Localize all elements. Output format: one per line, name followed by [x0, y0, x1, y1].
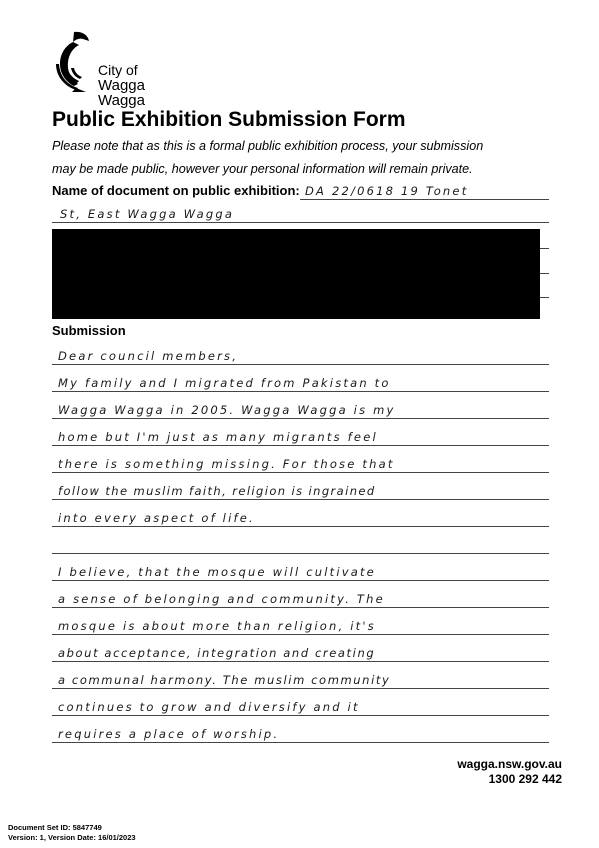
- submission-text-line[interactable]: home but I'm just as many migrants feel: [58, 430, 378, 444]
- submission-text-line[interactable]: mosque is about more than religion, it's: [58, 619, 376, 633]
- submission-line: [52, 634, 549, 635]
- submission-line: [52, 472, 549, 473]
- submission-line: [52, 661, 549, 662]
- submission-line: [52, 607, 549, 608]
- form-title: Public Exhibition Submission Form: [52, 108, 406, 131]
- submission-text-line[interactable]: Dear council members,: [58, 349, 239, 363]
- privacy-notice-line-1: Please note that as this is a formal public exhibition process, your submission: [52, 139, 484, 153]
- privacy-notice-line-2: may be made public, however your personal information will remain private.: [52, 162, 473, 176]
- version-info: Version: 1, Version Date: 16/01/2023: [8, 833, 136, 842]
- submission-text-line[interactable]: My family and I migrated from Pakistan to: [58, 376, 391, 390]
- document-name-value[interactable]: St, East Wagga Wagga: [60, 207, 235, 221]
- submission-line: [52, 364, 549, 365]
- council-logo: [52, 30, 172, 109]
- submission-text-line[interactable]: continues to grow and diversify and it: [58, 700, 360, 714]
- submission-line: [52, 526, 549, 527]
- submission-text-line[interactable]: there is something missing. For those that: [58, 457, 395, 471]
- submission-text-line[interactable]: into every aspect of life.: [58, 511, 255, 525]
- submission-line: [52, 688, 549, 689]
- submission-heading: Submission: [52, 323, 126, 338]
- crow-emblem-icon: [52, 30, 94, 92]
- submission-line: [52, 553, 549, 554]
- submission-text-line[interactable]: requires a place of worship.: [58, 727, 280, 741]
- submission-line: [52, 445, 549, 446]
- submission-text-line[interactable]: follow the muslim faith, religion is ingrained: [58, 484, 376, 498]
- logo-wagga-wagga: Wagga Wagga: [98, 77, 145, 109]
- submission-text-line[interactable]: a sense of belonging and community. The: [58, 592, 385, 606]
- document-name-value[interactable]: DA 22/0618 19 Tonet: [305, 184, 469, 198]
- document-name-line: [52, 222, 549, 223]
- council-phone: 1300 292 442: [488, 772, 562, 786]
- submission-line: [52, 742, 549, 743]
- submission-line: [52, 499, 549, 500]
- submission-line: [52, 418, 549, 419]
- submission-text-line[interactable]: Wagga Wagga in 2005. Wagga Wagga is my: [58, 403, 396, 417]
- submission-line: [52, 715, 549, 716]
- document-set-id: Document Set ID: 5847749: [8, 823, 102, 832]
- redacted-personal-details: [52, 229, 540, 319]
- submission-line: [52, 391, 549, 392]
- submission-text-line[interactable]: a communal harmony. The muslim community: [58, 673, 391, 687]
- document-name-label: Name of document on public exhibition:: [52, 183, 300, 198]
- council-website: wagga.nsw.gov.au: [457, 757, 562, 771]
- submission-text-line[interactable]: I believe, that the mosque will cultivate: [58, 565, 376, 579]
- document-name-line: [300, 199, 549, 200]
- submission-text-line[interactable]: about acceptance, integration and creating: [58, 646, 376, 660]
- submission-line: [52, 580, 549, 581]
- logo-city-of: City of: [98, 62, 138, 78]
